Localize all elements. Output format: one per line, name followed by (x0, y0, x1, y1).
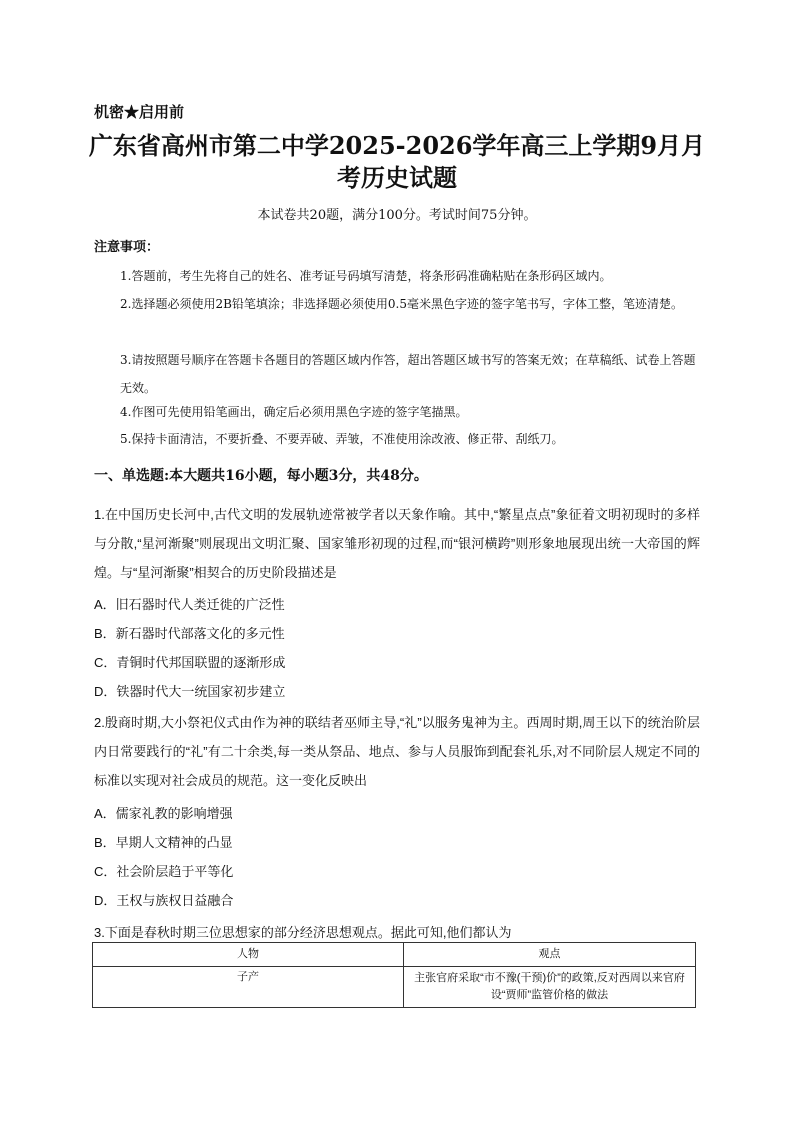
notice-heading: 注意事项： (94, 240, 160, 255)
notice-item: 3.请按照题号顺序在答题卡各题目的答题区域内作答，超出答题区域书写的答案无效；在草稿纸、试卷上答题无效。 (120, 353, 696, 395)
table-header-cell: 人物 (93, 943, 404, 967)
question-2-option-a: A．儒家礼教的影响增强 (94, 806, 233, 821)
question-2-option-c: C．社会阶层趋于平等化 (94, 864, 234, 879)
notice-item: 4.作图可先使用铅笔画出，确定后必须用黑色字迹的签字笔描黑。 (120, 405, 468, 419)
question-2-option-b: B．早期人文精神的凸显 (94, 835, 233, 850)
question-1-option-a: A．旧石器时代人类迁徙的广泛性 (94, 597, 285, 612)
table-header-cell: 观点 (404, 943, 696, 967)
question-3-stem: 3.下面是春秋时期三位思想家的部分经济思想观点。据此可知,他们都认为 (94, 925, 512, 940)
section-heading: 一、单选题:本大题共16小题，每小题3分，共48分。 (94, 468, 428, 484)
exam-title-line2: 考历史试题 (337, 163, 457, 192)
question-1-option-d: D．铁器时代大一统国家初步建立 (94, 684, 286, 699)
question-1-option-c: C．青铜时代邦国联盟的逐渐形成 (94, 655, 286, 670)
question-1-stem: 1.在中国历史长河中,古代文明的发展轨迹常被学者以天象作喻。其中,“繁星点点”象征着文明初现时的多样与分散,“星河渐聚”则展现出文明汇聚、国家雏形初现的过程,而“银河横跨”则形象地展现出统一大帝国的辉煌。与“星河渐聚”相契合的历史阶段描述是 (94, 507, 700, 580)
table-header-row (93, 943, 696, 967)
confidential-label: 机密★启用前 (94, 103, 185, 121)
question-2-stem: 2.殷商时期,大小祭祀仪式由作为神的联结者巫师主导,“礼”以服务鬼神为主。西周时期,周王以下的统治阶层内日常要践行的“礼”有二十余类,每一类从祭品、地点、参与人员服饰到配套礼乐,对不同阶层人规定不同的标准以实现对社会成员的规范。这一变化反映出 (94, 715, 700, 788)
table-row (93, 967, 696, 1008)
notice-item: 2.选择题必须使用2B铅笔填涂；非选择题必须使用0.5毫米黑色字迹的签字笔书写，字体工整，笔迹清楚。 (120, 297, 683, 311)
exam-title-line1: 广东省高州市第二中学2025-2026学年高三上学期9月月 (88, 131, 706, 160)
notice-item: 1.答题前，考生先将自己的姓名、准考证号码填写清楚，将条形码准确粘贴在条形码区域内。 (120, 269, 612, 283)
question-1-option-b: B．新石器时代部落文化的多元性 (94, 626, 285, 641)
question-2-option-d: D．王权与族权日益融合 (94, 893, 234, 908)
exam-subtitle: 本试卷共20题，满分100分。考试时间75分钟。 (257, 208, 537, 223)
notice-item: 5.保持卡面清洁，不要折叠、不要弄破、弄皱，不准使用涂改液、修正带、刮纸刀。 (120, 432, 564, 446)
table-cell: 主张官府采取“市不豫(干预)价”的政策,反对西周以来官府设“贾师”监管价格的做法 (404, 967, 696, 1008)
table-cell: 子产 (93, 967, 404, 1008)
thinkers-table (92, 942, 696, 1008)
